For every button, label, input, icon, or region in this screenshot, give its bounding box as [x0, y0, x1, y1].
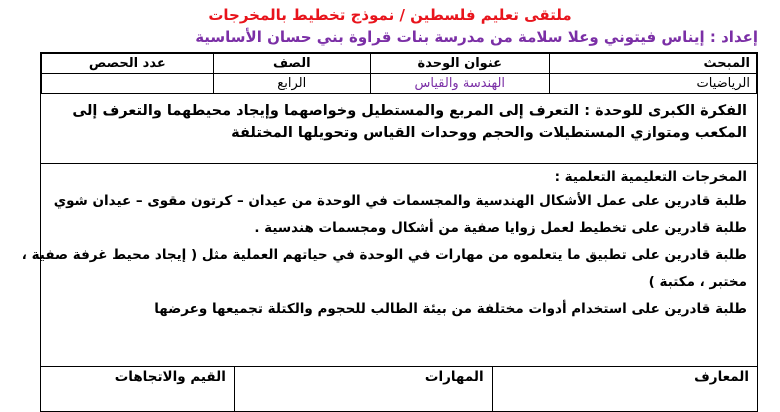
domains-header-row	[41, 367, 757, 412]
outcome-line: طلبة قادرين على استخدام أدوات مختلفة من بيئة الطالب للحجوم والكتلة تجميعها وعرضها	[154, 301, 747, 317]
unit-info-value-row	[42, 74, 757, 94]
knowledge-header: المعارف	[492, 367, 757, 412]
big-idea-text-2: المكعب ومتوازي المستطيلات والحجم ووحدات القياس وتحويلها المختلفة	[231, 125, 747, 141]
lesson-count-value	[42, 74, 214, 94]
big-idea-text-1: التعرف إلى المربع والمستطيل وخواصهما وإيجاد محيطهما والتعرف إلى	[72, 103, 585, 119]
grade-value: الرابع	[213, 74, 370, 94]
outcome-line: طلبة قادرين على تطبيق ما يتعلموه من مهارات في الوحدة في حياتهم العملية مثل ( إيجاد محيط غرفة صفية ،	[21, 247, 747, 263]
planning-form	[21, 52, 758, 412]
outcome-line: طلبة قادرين على تخطيط لعمل زوايا صفية من أشكال ومجسمات هندسية .	[254, 220, 747, 236]
unit-info-table	[41, 53, 757, 94]
outcome-line: مختبر ، مكتبة )	[648, 274, 747, 290]
lesson-count-header: عدد الحصص	[42, 54, 214, 74]
unit-title-header: عنوان الوحدة	[370, 54, 549, 74]
skills-header: المهارات	[234, 367, 492, 412]
document-subtitle: إعداد : إيناس فيتوني وعلا سلامة من مدرسة بنات قراوة بني حسان الأساسية	[195, 28, 758, 46]
unit-title-value: الهندسة والقياس	[370, 74, 549, 94]
outcomes-section	[21, 164, 757, 325]
outcomes-title: المخرجات التعليمية التعلمية :	[554, 169, 747, 185]
subject-value: الرياضيات	[549, 74, 756, 94]
big-idea-label: الفكرة الكبرى للوحدة :	[584, 103, 747, 119]
grade-header: الصف	[213, 54, 370, 74]
document-title: ملتقى تعليم فلسطين / نموذج تخطيط بالمخرجات	[208, 6, 572, 24]
outcome-line: طلبة قادرين على عمل الأشكال الهندسية والمجسمات في الوحدة من عيدان – كرتون مقوى – عيدان شوي	[53, 193, 747, 209]
values-header: القيم والاتجاهات	[41, 367, 234, 412]
subject-header: المبحث	[549, 54, 756, 74]
big-idea-section	[41, 94, 757, 164]
domains-table	[41, 366, 757, 411]
unit-info-header-row	[42, 54, 757, 74]
